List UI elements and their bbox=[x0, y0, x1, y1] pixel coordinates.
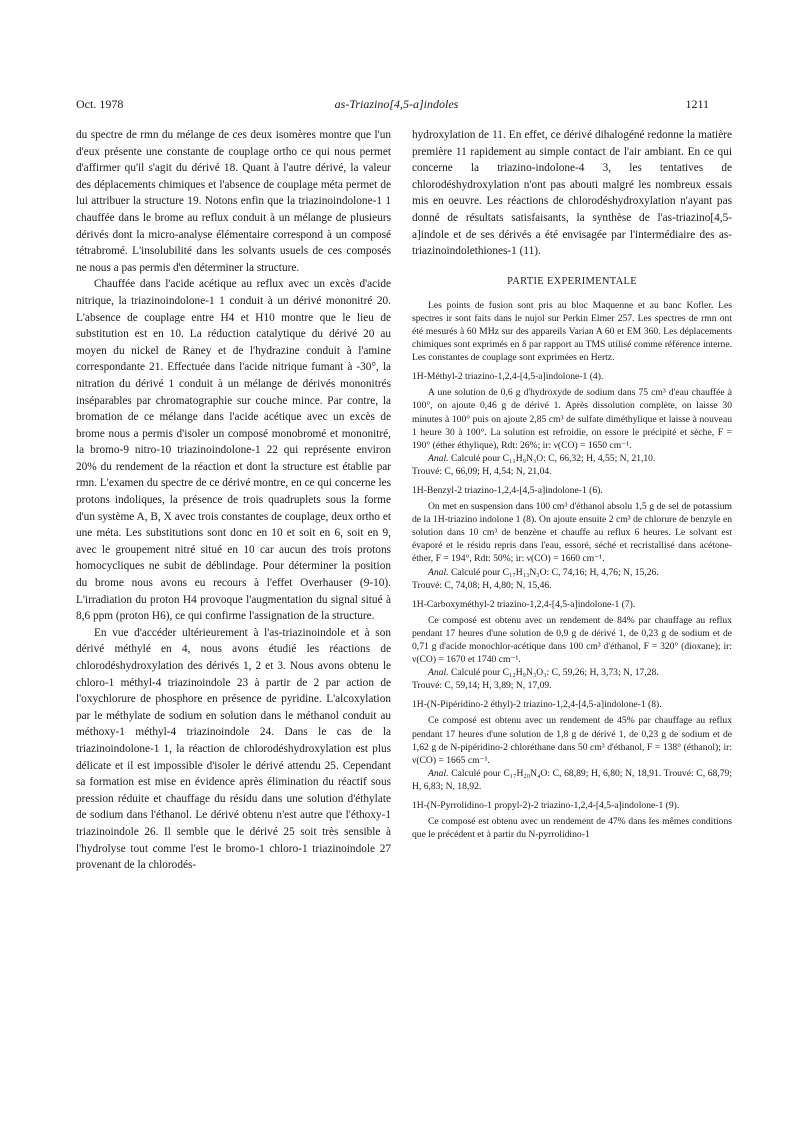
analysis-calculated: Calculé pour C₁₇H₂₀N₄O: C, 68,89; H, 6,80; N, 18,91. Trouvé: C, 68,79; H, 6,83; N, 18,92. bbox=[412, 767, 733, 792]
analysis-label: Anal. bbox=[428, 667, 449, 679]
compound-9-title: 1H-(N-Pyrrolidino-1 propyl-2)-2 triazino-1,2,4-[4,5-a]indolone-1 (9). bbox=[412, 800, 680, 812]
compound-6-found: Trouvé: C, 74,08; H, 4,80; N, 15,46. bbox=[412, 579, 552, 591]
experimental-section bbox=[412, 299, 732, 842]
page-number: 1211 bbox=[685, 97, 709, 111]
compound-7-procedure: Ce composé est obtenu avec un rendement de 84% par chauffage au reflux pendant 17 heures d'une solution de 0,9 g de dérivé 1, de 0,23 g de sodium et de 0,71 g d'acide monochlor-acétique dans 100 cm³ d'éthanol, F = 320° (dioxane); ir: ν(CO) = 1670 et 1740 cm⁻¹. bbox=[412, 614, 732, 666]
running-header-title: as-Triazino[4,5-a]indoles bbox=[334, 97, 459, 111]
compound-7-title: 1H-Carboxyméthyl-2 triazino-1,2,4-[4,5-a]indolone-1 (7). bbox=[412, 598, 636, 610]
compound-6-title: 1H-Benzyl-2 triazino-1,2,4-[4,5-a]indolone-1 (6). bbox=[412, 484, 603, 496]
experimental-intro: Les points de fusion sont pris au bloc Maquenne et au banc Kofler. Les spectres ir sont faits dans le nujol sur Perkin Elmer 257. Les spectres de rmn ont été mesurés à 60 MHz sur des appareils Varian A 60 et EM 360. Les déplacements chimiques sont exprimés en δ par rapport au TMS utilisé comme référence interne. Les constantes de couplage sont exprimées en Hertz. bbox=[412, 299, 732, 364]
paragraph-chlorodehydroxylation: En vue d'accéder ultérieurement à l'as-triazinoindole et à son dérivé méthylé en 4, nous avons étudié les réactions de chlorodéshydroxylation des dérivés 1, 2 et 3. Nous avons obtenu le chloro-1 méthyl-4 triazinoindole 23 à partir de 2 par action de l'oxychlorure de phosphore en présence de pyridine. L'alcoxylation par le méthylate de sodium en solution dans le méthanol conduit au méthoxy-1 méthyl-4 triazinoindole 24. Dans le cas de la triazinoindolone-1 1, la réaction de chlorodéshydroxylation est plus délicate et il est impossible d'isoler le dérivé attendu 25. Cependant sa formation est mise en évidence après élimination du réactif sous pression réduite et chauffage du résidu dans une solution d'éthylate de sodium dans l'éthanol. Le dérivé obtenu n'est autre que l'éthoxy-1 triazinoindole 26. Il semble que le dérivé 25 soit très sensible à l'hydrolyse tout comme l'est le bromo-1 chloro-1 triazinoindole 27 provenant de la chlorodés- bbox=[76, 626, 391, 872]
analysis-label: Anal. bbox=[428, 452, 449, 464]
compound-8-procedure: Ce composé est obtenu avec un rendement de 45% par chauffage au reflux pendant 17 heures d'une solution de 1,8 g de dérivé 1, de 0,23 g de sodium et de 1,62 g de N-pipéridino-2 chloréthane dans 50 cm³ d'éthanol, F = 138° (éthanol); ir: ν(CO) = 1665 cm⁻¹. bbox=[412, 715, 732, 766]
compound-8-analysis bbox=[412, 767, 732, 793]
compound-7-analysis bbox=[412, 666, 732, 679]
compound-4-title: 1H-Méthyl-2 triazino-1,2,4-[4,5-a]indolone-1 (4). bbox=[412, 371, 604, 383]
compound-6-analysis bbox=[412, 566, 732, 579]
analysis-label: Anal. bbox=[428, 767, 449, 779]
left-column bbox=[76, 127, 391, 874]
paragraph-nmr-isomers: du spectre de rmn du mélange de ces deux isomères montre que l'un d'eux présente une constante de couplage ortho ce qui nous permet d'affirmer qu'il s'agit du dérivé 18. Quant à l'autre dérivé, la valeur des déplacements chimiques et l'absence de couplage méta permet de lui attribuer la structure 19. Notons enfin que la triazinoindolone-1 1 chauffée dans le brome au reflux conduit à un mélange de plusieurs dérivés dont la micro-analyse élémentaire correspond à un composé tétrabromé. L'insolubilité dans les solvants usuels de ces composés ne nous a pas permis d'en déterminer la structure. bbox=[76, 129, 391, 274]
compound-7-found: Trouvé: C, 59,14; H, 3,89; N, 17,09. bbox=[412, 680, 552, 692]
compound-4-found: Trouvé: C, 66,09; H, 4,54; N, 21,04. bbox=[412, 465, 552, 477]
section-title: PARTIE EXPERIMENTALE bbox=[507, 275, 637, 287]
compound-4-procedure: A une solution de 0,6 g d'hydroxyde de sodium dans 75 cm³ d'eau chauffée à 100°, on ajoute 0,46 g de dérivé 1. Après dissolution complète, on laisse 30 minutes à 100° puis on ajoute 2,85 cm³ de sulfate diméthylique et laisse à nouveau 1 heure 30 à 100°. La solution est refroidie, on essore le précipité et sèche, F = 190° (éther éthylique), Rdt: 26%; ir: ν(CO) = 1650 cm⁻¹. bbox=[412, 387, 732, 451]
compound-6-procedure: On met en suspension dans 100 cm³ d'éthanol absolu 1,5 g de sel de potassium de la 1H-triazino indolone 1 (8). On ajoute ensuite 2 cm³ de chlorure de benzyle en solution dans 10 cm³ de benzène et chauffe au reflux 6 heures. Le solvant est évaporé et le résidu repris dans l'eau, essoré, séché et recristallisé dans acétone-éther, F = 194°, Rdt: 50%; ir: ν(CO) = 1660 cm⁻¹. bbox=[412, 501, 732, 565]
analysis-calculated: Calculé pour C₁₂H₉N₃O₃: C, 59,26; H, 3,73; N, 17,28. bbox=[450, 667, 659, 679]
analysis-calculated: Calculé pour C₁₁H₉N₃O: C, 66,32; H, 4,55; N, 21,10. bbox=[450, 452, 656, 464]
compound-4-analysis bbox=[412, 452, 732, 465]
analysis-calculated: Calculé pour C₁₇H₁₃N₃O: C, 74,16; H, 4,76; N, 15,26. bbox=[450, 566, 659, 578]
right-column bbox=[412, 127, 732, 841]
compound-9-procedure: Ce composé est obtenu avec un rendement de 47% dans les mêmes conditions que le précédent et à partir du N-pyrrolidino-1 bbox=[412, 816, 732, 841]
compound-8-title: 1H-(N-Pipéridino-2 éthyl)-2 triazino-1,2,4-[4,5-a]indolone-1 (8). bbox=[412, 699, 662, 711]
analysis-label: Anal. bbox=[428, 566, 449, 578]
paragraph-nitration: Chauffée dans l'acide acétique au reflux avec un excès d'acide nitrique, la triazinoindolone-1 1 conduit à un dérivé mononitré 20. L'absence de couplage entre H4 et H10 montre que le lieu de substitution est en 10. La réduction catalytique du dérivé 20 au moyen du nickel de Raney et de l'hydrazine conduit à l'amine correspondante 21. Effectuée dans l'acide nitrique fumant à -30°, la nitration du dérivé 1 conduit à un mélange de dérivés mononitrés inséparables par chromatographie sur couche mince. Par contre, la bromation de ce mélange dans l'acide acétique avec un excès de brome nous a permis d'isoler un composé monobromé et mononitré, la bromo-9 nitro-10 triazinoindolone-1 22 qui représente environ 20% du rendement de la réaction et dont la structure est établie par rmn. L'examen du spectre de ce dérivé montre, en ce qui concerne les protons indoliques, la présence de trois quadruplets sous la forme d'un système A, B, X avec trois constantes de couplage, deux ortho et une méta. Les substitutions sont donc en 10 et soit en 6, soit en 9, avec le groupement nitré situé en 10 car aucun des trois protons homocycliques ne subit de déblindage. Pour déterminer la position du brome nous avons eu recours à l'effet Overhauser (9-10). L'irradiation du proton H4 provoque l'augmentation du signal situé à 8,6 ppm (proton H6), ce qui confirme l'assignation de la structure. bbox=[76, 278, 391, 623]
paragraph-continuation: hydroxylation de 11. En effet, ce dérivé dihalogéné redonne la matière première 11 rapidement au simple contact de l'air ambiant. En ce qui concerne la triazino-indolone-4 3, les tentatives de chlorodéshydroxylation n'ont pas abouti malgré les nombreux essais mis en oeuvre. Les réactions de chlorodéshydroxylation n'ayant pas donné de résultats satisfaisants, la synthèse de l'as-triazino[4,5-a]indole et de ses dérivés a été envisagée par l'intermédiaire des as-triazinoindolethiones-1 (11). bbox=[412, 129, 732, 258]
running-header-date: Oct. 1978 bbox=[76, 97, 124, 111]
